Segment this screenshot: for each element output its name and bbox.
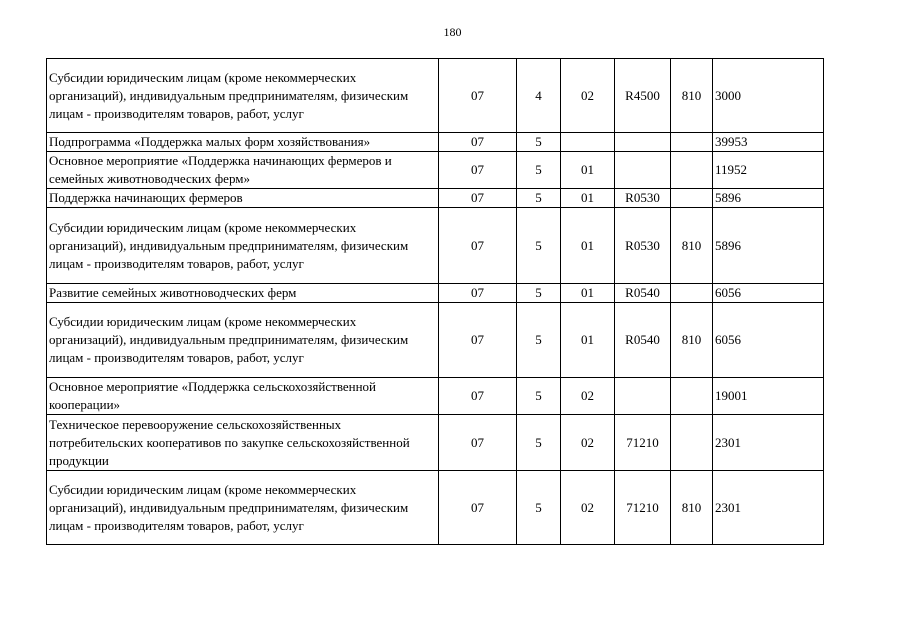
row-amount: 2301	[713, 415, 824, 471]
row-target-code: 71210	[615, 415, 671, 471]
row-activity	[561, 133, 615, 152]
row-section: 07	[439, 471, 517, 545]
row-section: 07	[439, 208, 517, 284]
row-name: Подпрограмма «Поддержка малых форм хозяйствования»	[47, 133, 439, 152]
row-amount: 6056	[713, 303, 824, 378]
row-name: Субсидии юридическим лицам (кроме некоммерческих организаций), индивидуальным предпринимателям, физическим лицам - производителям товаров, работ, услуг	[47, 208, 439, 284]
row-expense-type	[671, 152, 713, 189]
row-subprogram: 5	[517, 415, 561, 471]
row-subprogram: 5	[517, 189, 561, 208]
row-name: Техническое перевооружение сельскохозяйственных потребительских кооперативов по закупке сельскохозяйственной продукции	[47, 415, 439, 471]
row-name: Развитие семейных животноводческих ферм	[47, 284, 439, 303]
table-row	[47, 152, 824, 189]
row-subprogram: 5	[517, 208, 561, 284]
row-name: Субсидии юридическим лицам (кроме некоммерческих организаций), индивидуальным предпринимателям, физическим лицам - производителям товаров, работ, услуг	[47, 303, 439, 378]
table-row	[47, 415, 824, 471]
row-expense-type	[671, 133, 713, 152]
row-subprogram: 5	[517, 378, 561, 415]
row-target-code: R0540	[615, 303, 671, 378]
row-activity: 01	[561, 152, 615, 189]
row-amount: 19001	[713, 378, 824, 415]
row-section: 07	[439, 378, 517, 415]
table-row	[47, 284, 824, 303]
row-target-code	[615, 378, 671, 415]
row-expense-type: 810	[671, 303, 713, 378]
table-row	[47, 378, 824, 415]
table-row	[47, 189, 824, 208]
table-row	[47, 133, 824, 152]
row-subprogram: 5	[517, 133, 561, 152]
row-section: 07	[439, 59, 517, 133]
page-number: 180	[443, 25, 462, 39]
row-expense-type: 810	[671, 59, 713, 133]
row-target-code: 71210	[615, 471, 671, 545]
row-name: Основное мероприятие «Поддержка сельскохозяйственной кооперации»	[47, 378, 439, 415]
row-section: 07	[439, 189, 517, 208]
row-activity: 01	[561, 303, 615, 378]
row-section: 07	[439, 415, 517, 471]
row-amount: 2301	[713, 471, 824, 545]
row-amount: 11952	[713, 152, 824, 189]
row-amount: 5896	[713, 208, 824, 284]
table-row	[47, 59, 824, 133]
table-row	[47, 303, 824, 378]
row-activity: 02	[561, 471, 615, 545]
row-section: 07	[439, 303, 517, 378]
row-name: Основное мероприятие «Поддержка начинающих фермеров и семейных животноводческих ферм»	[47, 152, 439, 189]
row-activity: 02	[561, 378, 615, 415]
row-expense-type: 810	[671, 471, 713, 545]
table-row	[47, 471, 824, 545]
row-subprogram: 5	[517, 471, 561, 545]
row-amount: 39953	[713, 133, 824, 152]
row-activity: 01	[561, 208, 615, 284]
row-subprogram: 5	[517, 303, 561, 378]
row-target-code: R4500	[615, 59, 671, 133]
row-subprogram: 5	[517, 152, 561, 189]
row-name: Субсидии юридическим лицам (кроме некоммерческих организаций), индивидуальным предпринимателям, физическим лицам - производителям товаров, работ, услуг	[47, 471, 439, 545]
row-expense-type: 810	[671, 208, 713, 284]
row-activity: 01	[561, 189, 615, 208]
row-activity: 02	[561, 59, 615, 133]
row-section: 07	[439, 284, 517, 303]
row-activity: 02	[561, 415, 615, 471]
budget-table	[46, 58, 824, 545]
row-expense-type	[671, 378, 713, 415]
row-target-code	[615, 152, 671, 189]
row-amount: 6056	[713, 284, 824, 303]
row-section: 07	[439, 152, 517, 189]
row-target-code: R0540	[615, 284, 671, 303]
row-subprogram: 4	[517, 59, 561, 133]
row-target-code: R0530	[615, 208, 671, 284]
row-target-code: R0530	[615, 189, 671, 208]
row-name: Поддержка начинающих фермеров	[47, 189, 439, 208]
row-subprogram: 5	[517, 284, 561, 303]
row-amount: 3000	[713, 59, 824, 133]
row-amount: 5896	[713, 189, 824, 208]
row-target-code	[615, 133, 671, 152]
row-section: 07	[439, 133, 517, 152]
row-name: Субсидии юридическим лицам (кроме некоммерческих организаций), индивидуальным предпринимателям, физическим лицам - производителям товаров, работ, услуг	[47, 59, 439, 133]
row-expense-type	[671, 415, 713, 471]
table-row	[47, 208, 824, 284]
row-expense-type	[671, 284, 713, 303]
row-expense-type	[671, 189, 713, 208]
row-activity: 01	[561, 284, 615, 303]
